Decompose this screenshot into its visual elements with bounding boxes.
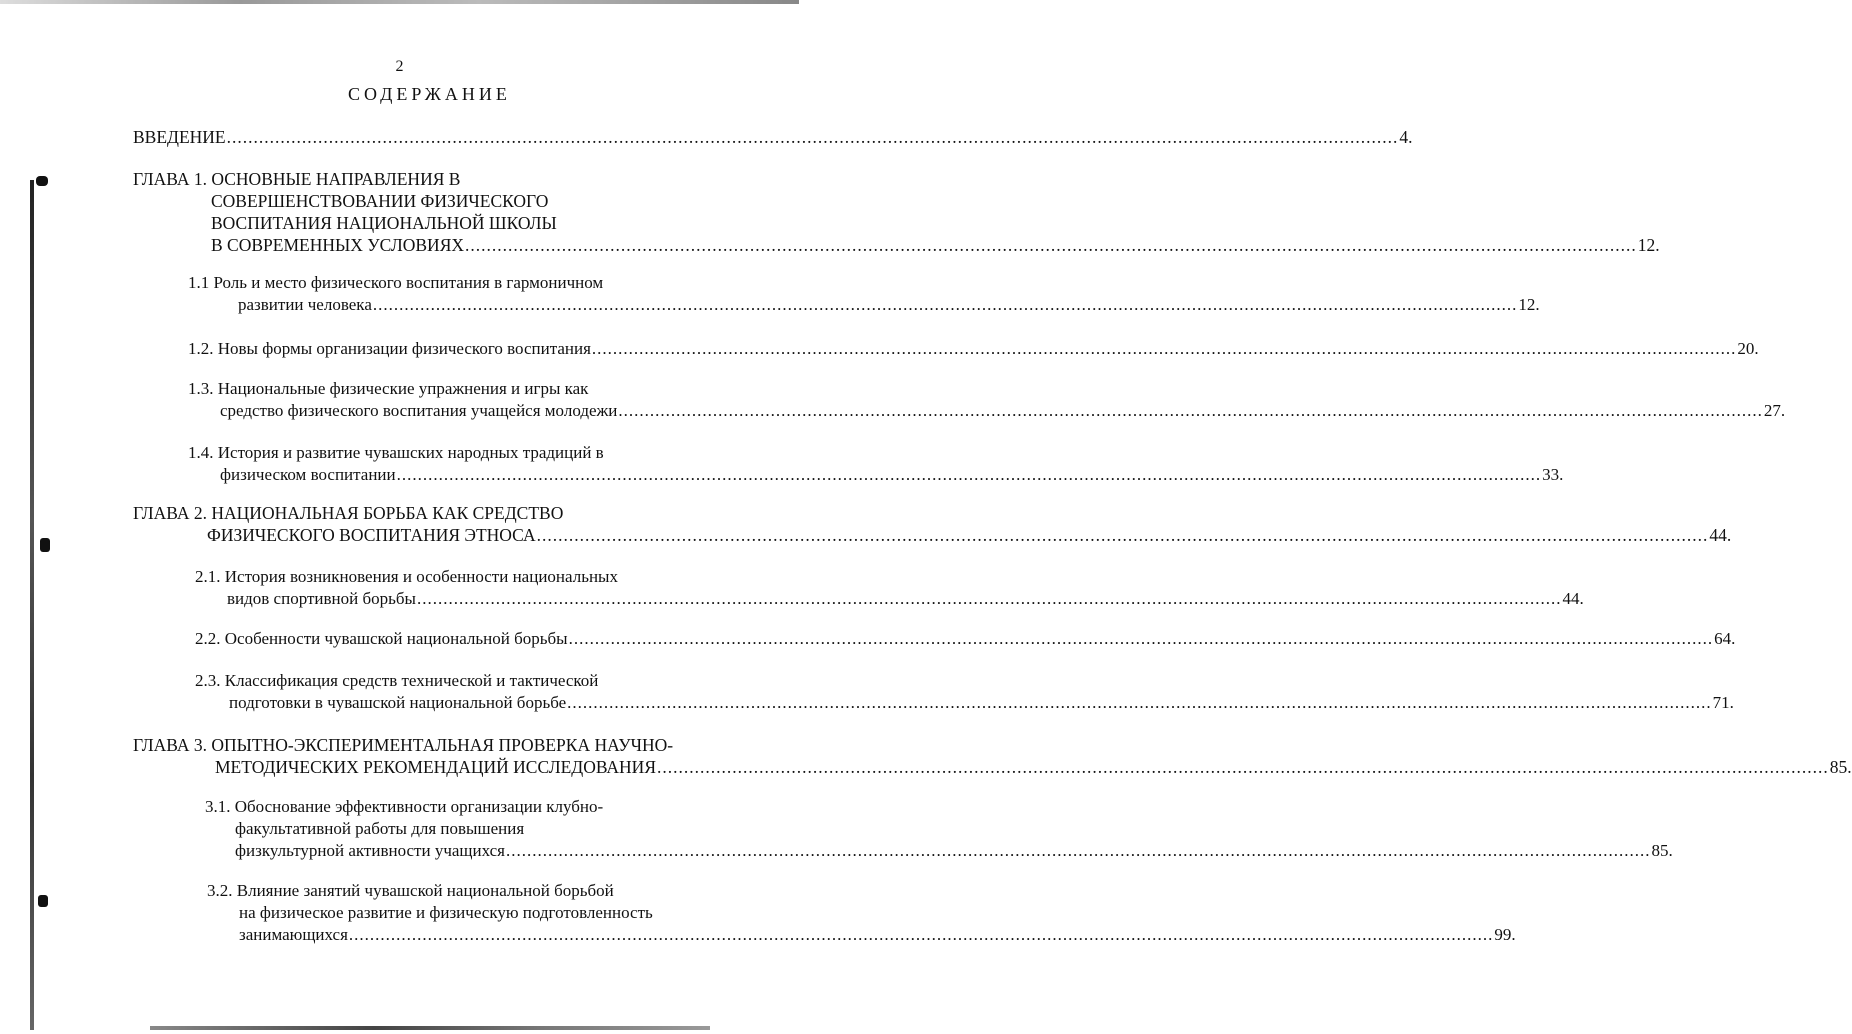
- toc-entry-last-line: [207, 524, 1732, 546]
- toc-leader-dots: ..........................................................................................................................................................................................................................: [396, 465, 1542, 484]
- toc-entry[interactable]: [195, 628, 1736, 650]
- toc-entry[interactable]: [133, 734, 1852, 778]
- toc-leader-dots: ..........................................................................................................................................................................................................................: [372, 295, 1518, 314]
- toc-entry-line: 1.1 Роль и место физического воспитания в гармоничном: [188, 273, 604, 292]
- scan-mark: [36, 176, 48, 186]
- toc-entry-page: 4.: [1399, 127, 1413, 147]
- toc-entry-line: 2.1. История возникновения и особенности национальных: [195, 567, 618, 586]
- toc-leader-dots: ..........................................................................................................................................................................................................................: [226, 127, 1399, 147]
- toc-entry-page: 12.: [1637, 235, 1660, 255]
- toc-entry-line: 1.4. История и развитие чувашских народных традиций в: [188, 443, 604, 462]
- scan-edge-bottom: [150, 1026, 710, 1030]
- toc-entry-line: 2.3. Классификация средств технической и тактической: [195, 671, 599, 690]
- toc-entry-page: 99.: [1494, 925, 1516, 944]
- scan-margin-bar: [30, 180, 34, 1030]
- toc-entry-last-line: [235, 840, 1673, 862]
- toc-entry-last-line: [215, 756, 1852, 778]
- toc-leader-dots: ..........................................................................................................................................................................................................................: [568, 629, 1714, 648]
- toc-entry[interactable]: [195, 566, 1584, 610]
- toc-entry-last-line: [229, 692, 1734, 714]
- toc-leader-dots: ..........................................................................................................................................................................................................................: [536, 525, 1709, 545]
- toc-leader-dots: ..........................................................................................................................................................................................................................: [416, 589, 1562, 608]
- toc-entry-title: 2.2. Особенности чувашской национальной борьбы: [195, 629, 568, 648]
- toc-entry-last-line: [220, 464, 1564, 486]
- scan-mark: [40, 538, 50, 552]
- page-number: 2: [395, 58, 404, 75]
- toc-entry-page: 85.: [1651, 841, 1673, 860]
- toc-entry[interactable]: [205, 796, 1673, 862]
- toc-entry-page: 27.: [1763, 401, 1786, 420]
- page-title: СОДЕРЖАНИЕ: [348, 84, 511, 104]
- toc-entry[interactable]: [188, 272, 1540, 316]
- toc-entry[interactable]: [188, 378, 1786, 422]
- toc-entry-title: средство физического воспитания учащейся молодежи: [220, 401, 618, 420]
- toc-entry-line: ГЛАВА 2. НАЦИОНАЛЬНАЯ БОРЬБА КАК СРЕДСТВО: [133, 503, 564, 523]
- toc-entry-page: 44.: [1562, 589, 1584, 608]
- toc-entry-title: развитии человека: [238, 295, 372, 314]
- toc-entry-title: В СОВРЕМЕННЫХ УСЛОВИЯХ: [211, 235, 465, 255]
- toc-entry-last-line: [220, 400, 1786, 422]
- toc-entry-line: ГЛАВА 3. ОПЫТНО-ЭКСПЕРИМЕНТАЛЬНАЯ ПРОВЕРКА НАУЧНО-: [133, 735, 674, 755]
- toc-entry-title: МЕТОДИЧЕСКИХ РЕКОМЕНДАЦИЙ ИССЛЕДОВАНИЯ: [215, 757, 656, 777]
- toc-entry[interactable]: [133, 168, 1660, 256]
- toc-entry-page: 85.: [1829, 757, 1852, 777]
- toc-leader-dots: ..........................................................................................................................................................................................................................: [505, 841, 1651, 860]
- toc-entry-title: 1.2. Новы формы организации физического воспитания: [188, 339, 591, 358]
- toc-entry-line: СОВЕРШЕНСТВОВАНИИ ФИЗИЧЕСКОГО: [211, 191, 549, 211]
- toc-entry-page: 44.: [1709, 525, 1732, 545]
- toc-entry-last-line: [211, 234, 1660, 256]
- toc-entry[interactable]: [188, 442, 1564, 486]
- toc-entry-page: 64.: [1714, 629, 1736, 648]
- toc-entry-last-line: [239, 924, 1516, 946]
- toc-entry-title: ФИЗИЧЕСКОГО ВОСПИТАНИЯ ЭТНОСА: [207, 525, 536, 545]
- toc-entry[interactable]: [133, 502, 1732, 546]
- toc-leader-dots: ..........................................................................................................................................................................................................................: [618, 401, 1763, 420]
- toc-entry-title: ВВЕДЕНИЕ: [133, 127, 226, 147]
- toc-entry[interactable]: [207, 880, 1516, 946]
- toc-entry[interactable]: [133, 126, 1413, 148]
- toc-entry-page: 33.: [1542, 465, 1564, 484]
- toc-leader-dots: ..........................................................................................................................................................................................................................: [567, 693, 1712, 712]
- toc-entry-title: видов спортивной борьбы: [227, 589, 416, 608]
- toc-entry[interactable]: [195, 670, 1734, 714]
- toc-entry-title: занимающихся: [239, 925, 348, 944]
- toc-entry-page: 12.: [1518, 295, 1540, 314]
- toc-entry-last-line: [133, 126, 1413, 148]
- toc-leader-dots: ..........................................................................................................................................................................................................................: [591, 339, 1737, 358]
- toc-entry-line: ГЛАВА 1. ОСНОВНЫЕ НАПРАВЛЕНИЯ В: [133, 169, 461, 189]
- toc-leader-dots: ..........................................................................................................................................................................................................................: [348, 925, 1494, 944]
- toc-entry-last-line: [195, 628, 1736, 650]
- toc-entry-page: 71.: [1712, 693, 1734, 712]
- toc-entry-line: 1.3. Национальные физические упражнения и игры как: [188, 379, 589, 398]
- toc-entry-page: 20.: [1737, 339, 1759, 358]
- toc-entry-title: подготовки в чувашской национальной борьбе: [229, 693, 567, 712]
- toc-entry-line: 3.2. Влияние занятий чувашской национальной борьбой: [207, 881, 614, 900]
- scan-mark: [38, 895, 48, 907]
- toc-entry-last-line: [238, 294, 1540, 316]
- toc-entry-line: ВОСПИТАНИЯ НАЦИОНАЛЬНОЙ ШКОЛЫ: [211, 213, 557, 233]
- toc-entry-title: физкультурной активности учащихся: [235, 841, 505, 860]
- toc-entry[interactable]: [188, 338, 1759, 360]
- toc-leader-dots: ..........................................................................................................................................................................................................................: [657, 757, 1829, 777]
- toc-leader-dots: ..........................................................................................................................................................................................................................: [465, 235, 1637, 255]
- toc-entry-line: факультативной работы для повышения: [235, 819, 525, 838]
- toc-entry-last-line: [227, 588, 1584, 610]
- toc-entry-line: на физическое развитие и физическую подготовленность: [239, 903, 653, 922]
- toc-entry-line: 3.1. Обоснование эффективности организации клубно-: [205, 797, 604, 816]
- toc-entry-title: физическом воспитании: [220, 465, 396, 484]
- scan-edge-top: [0, 0, 799, 4]
- toc-entry-last-line: [188, 338, 1759, 360]
